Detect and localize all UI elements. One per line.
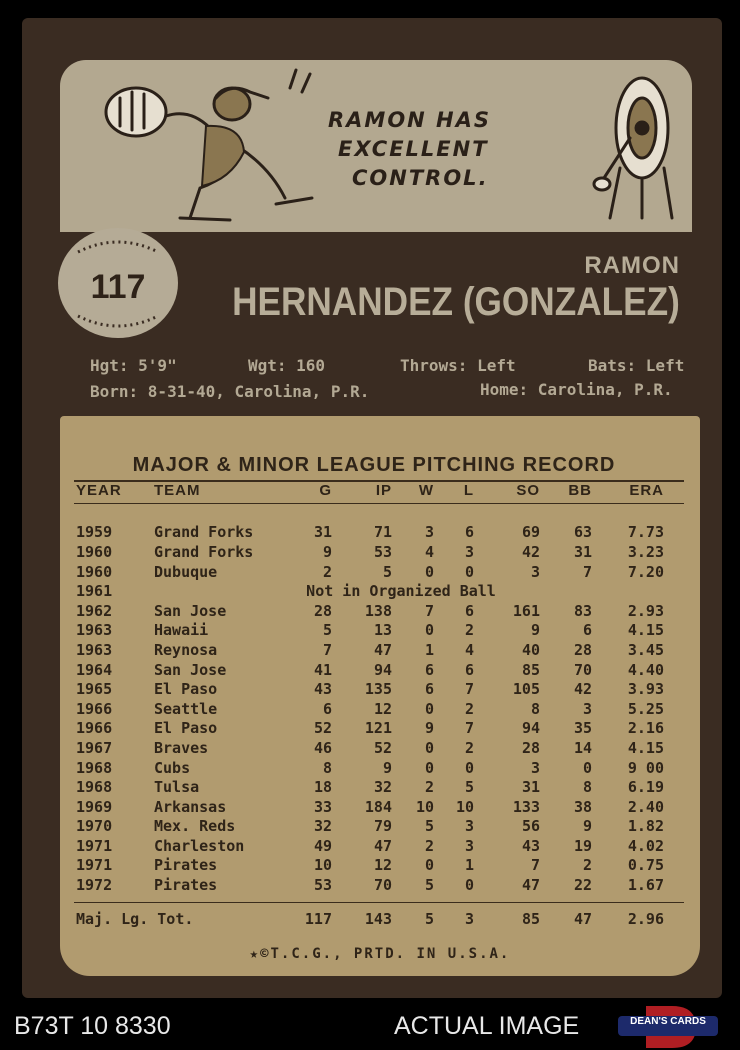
cell-era: 1.67 [627,876,664,895]
cartoon-caption-line-3: CONTROL. [352,166,489,190]
cell-team: Cubs [154,758,191,777]
bio-throws: Throws: Left [400,356,516,375]
cell-team: San Jose [154,601,227,620]
cell-ip: 47 [373,640,392,659]
table-row [72,699,664,719]
totals-label: Maj. Lg. Tot. [76,910,194,928]
cell-l: 3 [464,817,474,836]
table-row [72,523,664,543]
cell-w: 0 [424,856,434,875]
actual-image-label: ACTUAL IMAGE [394,1012,580,1040]
table-row [72,817,664,837]
cell-l: 6 [464,660,474,679]
table-row [72,836,664,856]
cell-era: 2.16 [627,719,664,738]
cell-so: 43 [521,836,540,855]
cell-era: 4.40 [627,660,664,679]
cell-g: 5 [322,621,332,640]
cell-so: 105 [512,680,540,699]
cell-l: 7 [464,680,474,699]
cell-w: 4 [424,542,434,561]
totals-table [72,909,664,929]
cell-era: 5.25 [627,699,664,718]
cell-ip: 12 [373,856,392,875]
cell-l: 6 [464,523,474,542]
cell-bb: 63 [573,523,592,542]
cell-w: 0 [424,562,434,581]
cell-bb: 14 [573,738,592,757]
cell-g: 8 [322,758,332,777]
cell-g: 41 [313,660,332,679]
cell-year: 1963 [76,640,113,659]
table-row [72,581,664,601]
table-row [72,542,664,562]
totals-cell: 85 [521,910,540,928]
cell-bb: 3 [582,699,592,718]
cell-w: 0 [424,699,434,718]
target-cartoon-icon [590,68,680,228]
cell-w: 6 [424,660,434,679]
cell-team: Grand Forks [154,542,254,561]
cell-l: 0 [464,758,474,777]
table-row [72,621,664,641]
table-row [72,679,664,699]
totals-cell: 5 [424,910,434,928]
cell-era: 7.73 [627,523,664,542]
cell-year: 1966 [76,719,113,738]
cell-bb: 8 [582,778,592,797]
cell-year: 1959 [76,523,113,542]
column-header-g: G [319,482,332,500]
cell-team: Braves [154,738,209,757]
cell-ip: 71 [373,523,392,542]
cell-year: 1961 [76,582,113,601]
totals-cell: 117 [304,910,332,928]
cell-year: 1960 [76,562,113,581]
cell-year: 1960 [76,542,113,561]
cell-era: 2.93 [627,601,664,620]
cell-ip: 12 [373,699,392,718]
cell-ip: 13 [373,621,392,640]
cell-era: 9 00 [627,758,664,777]
deans-cards-logo-icon [616,1004,720,1050]
table-row [72,562,664,582]
cell-era: 0.75 [627,856,664,875]
card-number: 117 [90,268,146,306]
cell-year: 1963 [76,621,113,640]
cell-era: 6.19 [627,778,664,797]
cell-bb: 6 [582,621,592,640]
cell-era: 4.15 [627,738,664,757]
cell-bb: 70 [573,660,592,679]
cell-ip: 121 [364,719,392,738]
cell-g: 43 [313,680,332,699]
cell-team: Hawaii [154,621,209,640]
cell-so: 28 [521,738,540,757]
cell-so: 85 [521,660,540,679]
cell-ip: 70 [373,876,392,895]
item-code: B73T 10 8330 [14,1012,171,1040]
cell-year: 1969 [76,797,113,816]
cell-ip: 32 [373,778,392,797]
cell-l: 2 [464,699,474,718]
cell-w: 1 [424,640,434,659]
pitcher-cartoon-icon [80,68,320,228]
cell-w: 2 [424,836,434,855]
cell-era: 1.82 [627,817,664,836]
column-header-team: TEAM [154,482,201,500]
cell-bb: 2 [582,856,592,875]
cartoon-caption [328,106,588,193]
cell-l: 2 [464,621,474,640]
cell-w: 0 [424,738,434,757]
cell-g: 9 [322,542,332,561]
cell-l: 4 [464,640,474,659]
cell-w: 10 [415,797,434,816]
cell-ip: 79 [373,817,392,836]
cell-year: 1965 [76,680,113,699]
totals-rule [74,902,684,903]
cell-g: 28 [313,601,332,620]
table-row [72,875,664,895]
cell-year: 1971 [76,836,113,855]
column-header-l: L [463,482,474,500]
cell-so: 8 [530,699,540,718]
cell-year: 1972 [76,876,113,895]
bio-height: Hgt: 5'9" [90,356,177,375]
cell-w: 5 [424,817,434,836]
cell-ip: 52 [373,738,392,757]
cell-so: 42 [521,542,540,561]
cell-era: 2.40 [627,797,664,816]
cell-w: 7 [424,601,434,620]
cell-g: 2 [322,562,332,581]
cell-w: 5 [424,876,434,895]
cell-team: Seattle [154,699,218,718]
cell-team: El Paso [154,680,218,699]
cell-g: 31 [313,523,332,542]
cell-ip: 94 [373,660,392,679]
cell-team: Pirates [154,876,218,895]
table-row [72,797,664,817]
cell-year: 1964 [76,660,113,679]
bio-weight: Wgt: 160 [248,356,326,375]
cell-so: 161 [512,601,540,620]
cell-so: 9 [530,621,540,640]
cell-era: 4.15 [627,621,664,640]
cell-g: 18 [313,778,332,797]
deans-cards-logo-text: DEAN'S CARDS [630,1016,706,1027]
cell-bb: 35 [573,719,592,738]
cell-so: 31 [521,778,540,797]
cell-so: 3 [530,562,540,581]
cell-w: 2 [424,778,434,797]
cell-team: Tulsa [154,778,200,797]
cell-l: 6 [464,601,474,620]
bio-born: Born: 8-31-40, Carolina, P.R. [90,382,370,401]
cell-year: 1968 [76,758,113,777]
cell-g: 52 [313,719,332,738]
table-row [72,856,664,876]
cell-ip: 9 [382,758,392,777]
cell-g: 33 [313,797,332,816]
column-header-bb: BB [568,482,592,500]
column-header-era: ERA [629,482,664,500]
cell-ip: 138 [364,601,392,620]
cell-year: 1966 [76,699,113,718]
cell-bb: 31 [573,542,592,561]
cell-g: 53 [313,876,332,895]
cell-bb: 83 [573,601,592,620]
cell-so: 40 [521,640,540,659]
player-last-name: HERNANDEZ (GONZALEZ) [232,280,680,324]
totals-cell: 47 [573,910,592,928]
cell-l: 0 [464,562,474,581]
cell-so: 94 [521,719,540,738]
cell-l: 0 [464,876,474,895]
cell-team: Arkansas [154,797,227,816]
cell-g: 10 [313,856,332,875]
cell-l: 10 [455,797,474,816]
cell-w: 9 [424,719,434,738]
totals-cell: 3 [464,910,474,928]
cell-bb: 28 [573,640,592,659]
cell-g: 7 [322,640,332,659]
table-row [72,601,664,621]
cell-bb: 9 [582,817,592,836]
cell-team: Grand Forks [154,523,254,542]
bio-home: Home: Carolina, P.R. [480,380,673,399]
cell-bb: 42 [573,680,592,699]
stats-header-row [72,481,664,501]
cartoon-panel [60,60,692,232]
cell-so: 47 [521,876,540,895]
cell-ip: 184 [364,797,392,816]
cell-bb: 19 [573,836,592,855]
cell-bb: 38 [573,797,592,816]
table-row [72,640,664,660]
column-header-year: YEAR [76,482,122,500]
cell-l: 3 [464,542,474,561]
table-row [72,719,664,739]
totals-cell: 143 [364,910,392,928]
cell-w: 6 [424,680,434,699]
cell-so: 69 [521,523,540,542]
cell-so: 133 [512,797,540,816]
cell-year: 1968 [76,778,113,797]
table-row [72,758,664,778]
table-row [72,777,664,797]
cell-team: Dubuque [154,562,218,581]
cell-bb: 22 [573,876,592,895]
cell-l: 3 [464,836,474,855]
baseball-card-back [22,18,722,998]
stats-table [72,482,664,895]
cell-so: 3 [530,758,540,777]
cartoon-caption-line-1: RAMON HAS [328,108,492,132]
totals-row [72,909,664,929]
cell-team: Mex. Reds [154,817,236,836]
column-header-w: W [418,482,434,500]
cell-team: Pirates [154,856,218,875]
stats-panel [60,416,700,976]
cell-era: 3.23 [627,542,664,561]
cell-team: San Jose [154,660,227,679]
cell-l: 1 [464,856,474,875]
cartoon-caption-line-2: EXCELLENT [338,137,489,161]
cell-w: 3 [424,523,434,542]
cell-year: 1967 [76,738,113,757]
cell-note: Not in Organized Ball [306,582,496,601]
cell-so: 7 [530,856,540,875]
cell-g: 46 [313,738,332,757]
cell-team: Reynosa [154,640,218,659]
cell-l: 7 [464,719,474,738]
copyright-line: ★©T.C.G., PRTD. IN U.S.A. [249,946,511,962]
cell-era: 4.02 [627,836,664,855]
cell-ip: 5 [382,562,392,581]
cell-ip: 47 [373,836,392,855]
cell-year: 1962 [76,601,113,620]
cell-g: 6 [322,699,332,718]
cell-team: El Paso [154,719,218,738]
bio-bats: Bats: Left [588,356,685,375]
card-number-baseball [58,228,178,338]
cell-bb: 0 [582,758,592,777]
cell-w: 0 [424,621,434,640]
cell-era: 3.93 [627,680,664,699]
table-row [72,660,664,680]
column-header-so: SO [516,482,540,500]
player-first-name: RAMON [584,252,680,279]
totals-cell: 2.96 [627,910,664,928]
cell-era: 3.45 [627,640,664,659]
cell-year: 1971 [76,856,113,875]
cell-g: 32 [313,817,332,836]
column-header-ip: IP [375,482,392,500]
cell-g: 49 [313,836,332,855]
cell-w: 0 [424,758,434,777]
cell-year: 1970 [76,817,113,836]
cell-ip: 53 [373,542,392,561]
table-row [72,738,664,758]
cell-so: 56 [521,817,540,836]
cell-l: 2 [464,738,474,757]
stats-title: MAJOR & MINOR LEAGUE PITCHING RECORD [132,454,616,476]
cell-bb: 7 [582,562,592,581]
cell-team: Charleston [154,836,245,855]
cell-era: 7.20 [627,562,664,581]
cell-l: 5 [464,778,474,797]
cell-ip: 135 [364,680,392,699]
